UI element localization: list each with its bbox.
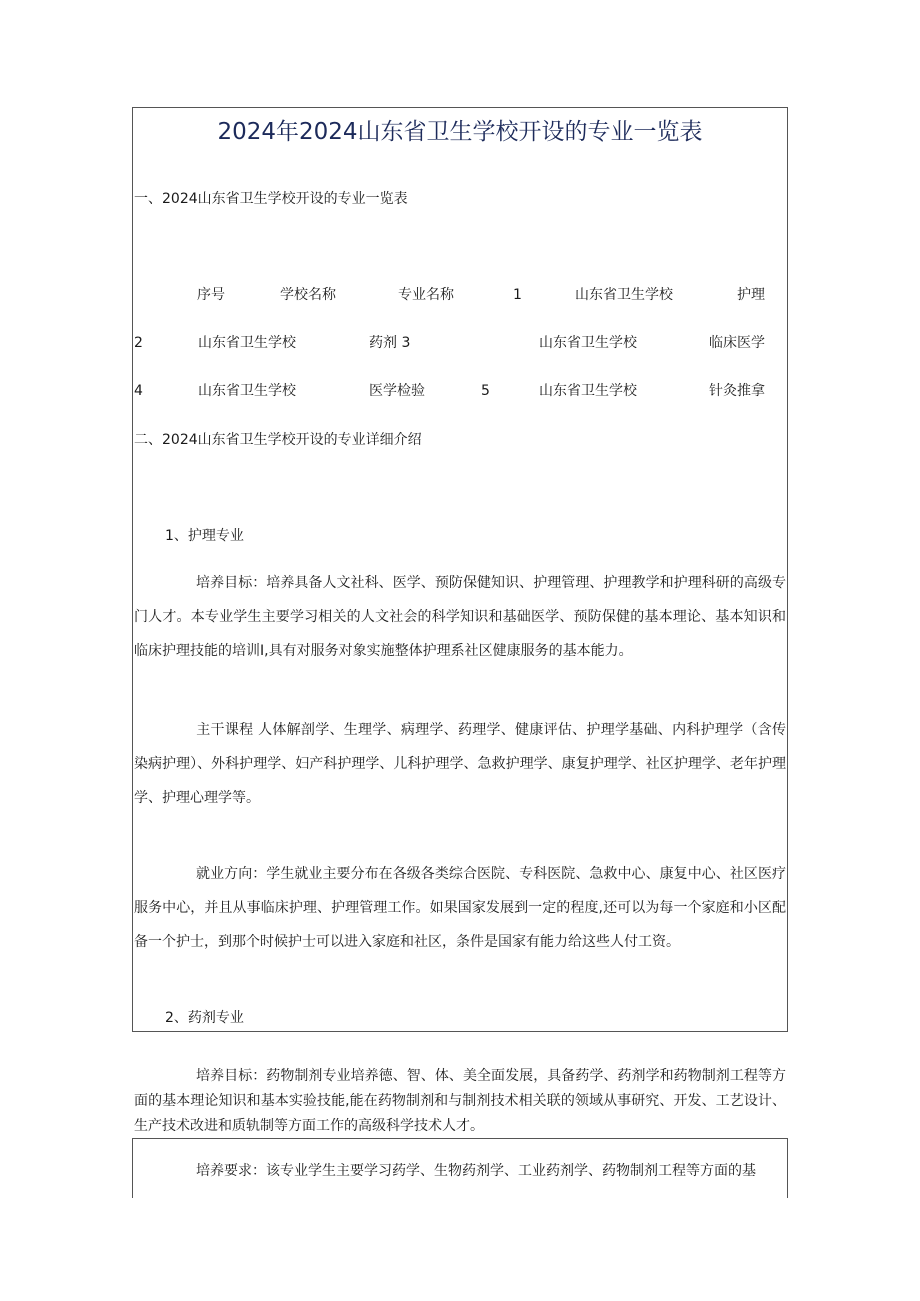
table-cell: 1	[513, 287, 522, 303]
table-cell: 护理	[737, 287, 765, 303]
table-cell: 山东省卫生学校	[198, 383, 296, 399]
table-cell: 2	[134, 335, 143, 351]
pharmacy-heading: 2、药剂专业	[165, 1010, 244, 1026]
section2-heading: 二、2024山东省卫生学校开设的专业详细介绍	[134, 432, 422, 448]
section1-heading: 一、2024山东省卫生学校开设的专业一览表	[134, 191, 408, 207]
pharmacy-requirement: 培养要求：该专业学生主要学习药学、生物药剂学、工业药剂学、药物制剂工程等方面的基	[196, 1163, 756, 1179]
table-cell: 山东省卫生学校	[198, 335, 296, 351]
table-cell: 山东省卫生学校	[539, 383, 637, 399]
table-cell: 序号	[197, 287, 225, 303]
table-cell: 药剂 3	[369, 335, 411, 351]
table-cell: 医学检验	[369, 383, 425, 399]
table-cell: 专业名称	[398, 287, 454, 303]
nursing-goal: 培养目标：培养具备人文社科、医学、预防保健知识、护理管理、护理教学和护理科研的高级专门人才。本专业学生主要学习相关的人文社会的科学知识和基础医学、预防保健的基本理论、基本知识和临床护理技能的培训Ⅰ,具有对服务对象实施整体护理系社区健康服务的基本能力。	[134, 575, 786, 659]
pharmacy-goal: 培养目标：药物制剂专业培养德、智、体、美全面发展，具备药学、药剂学和药物制剂工程等方面的基本理论知识和基本实验技能,能在药物制剂和与制剂技术相关联的领域从事研究、开发、工艺设计、生产技术改进和质轨制等方面工作的高级科学技术人才。	[134, 1068, 786, 1134]
table-cell: 4	[134, 383, 143, 399]
page-title: 2024年2024山东省卫生学校开设的专业一览表	[217, 119, 703, 145]
table-cell: 山东省卫生学校	[539, 335, 637, 351]
table-cell: 山东省卫生学校	[575, 287, 673, 303]
nursing-courses: 主干课程 人体解剖学、生理学、病理学、药理学、健康评估、护理学基础、内科护理学（含传染病护理）、外科护理学、妇产科护理学、儿科护理学、急救护理学、康复护理学、社区护理学、老年护理学、护理心理学等。	[134, 722, 786, 806]
table-cell: 临床医学	[709, 335, 765, 351]
nursing-career: 就业方向：学生就业主要分布在各级各类综合医院、专科医院、急救中心、康复中心、社区医疗服务中心，并且从事临床护理、护理管理工作。如果国家发展到一定的程度,还可以为每一个家庭和小区配备一个护士，到那个时候护士可以进入家庭和社区，条件是国家有能力给这些人付工资。	[134, 866, 786, 950]
table-cell: 针灸推拿	[709, 383, 765, 399]
table-cell: 学校名称	[280, 287, 336, 303]
nursing-heading: 1、护理专业	[165, 528, 244, 544]
table-cell: 5	[481, 383, 490, 399]
